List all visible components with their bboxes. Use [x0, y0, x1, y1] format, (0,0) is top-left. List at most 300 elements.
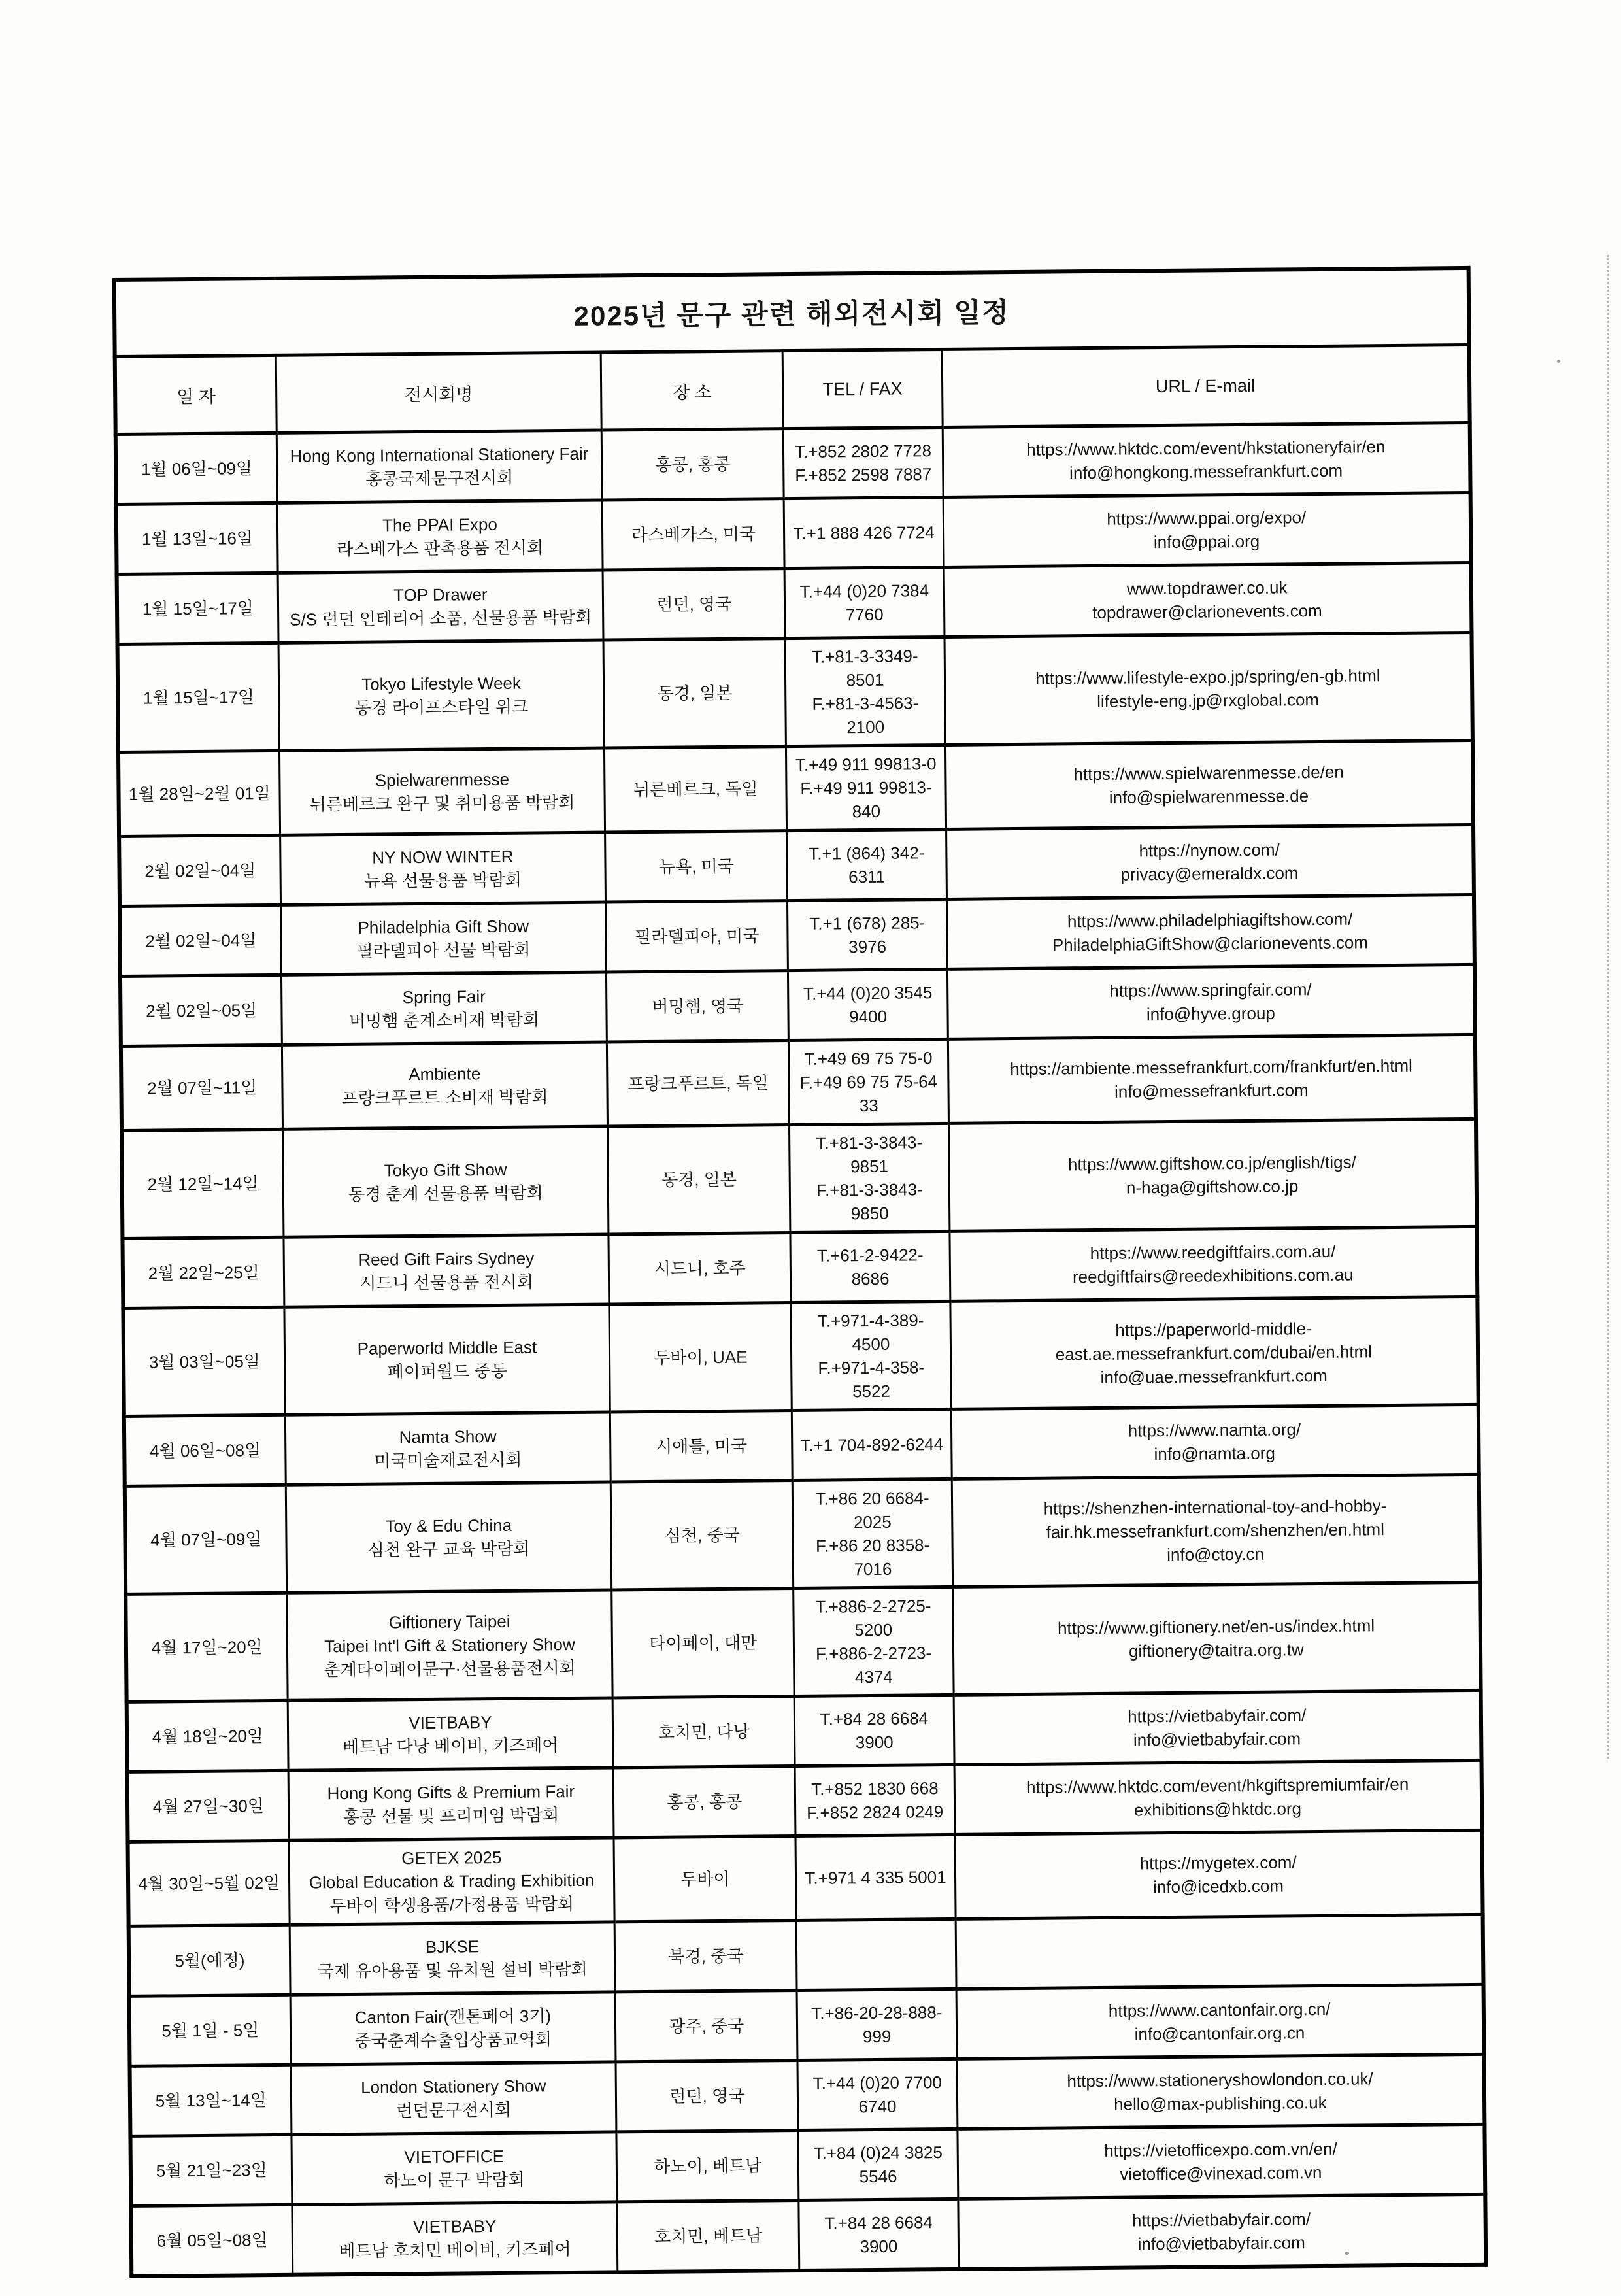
exhibition-name-cell [285, 1412, 611, 1485]
text-line: T.+886-2-2725-5200 [815, 1596, 931, 1640]
text-line: topdrawer@clarionevents.com [1092, 600, 1322, 622]
table-row [122, 1226, 1477, 1308]
text-line: www.topdrawer.co.uk [1126, 577, 1288, 599]
text-line: https://www.giftshow.co.jp/english/tigs/ [1067, 1152, 1356, 1175]
table-row [120, 894, 1475, 976]
text-line: T.+84 (0)24 3825 5546 [813, 2142, 943, 2187]
tel-fax-cell [798, 2129, 958, 2200]
text-line: T.+1 (864) 342-6311 [809, 843, 925, 887]
tel-fax-cell [797, 2059, 957, 2130]
text-line: info@icedxb.com [1152, 1876, 1284, 1897]
date-cell [125, 1485, 287, 1594]
text-line: Philadelphia Gift Show [358, 916, 529, 937]
url-email-cell [948, 1119, 1477, 1231]
date-cell [118, 643, 280, 752]
text-line: 베트남 다낭 베이비, 키즈페어 [342, 1735, 559, 1757]
url-email-cell [957, 2054, 1485, 2129]
text-line: info@hongkong.messefrankfurt.com [1069, 460, 1343, 483]
exhibition-name-cell [276, 430, 603, 503]
table-row [130, 2124, 1485, 2206]
location-cell [611, 1481, 794, 1590]
url-email-cell [948, 1034, 1476, 1123]
text-line: 버밍햄 춘계소비재 박람회 [349, 1009, 540, 1031]
text-line: info@cantonfair.org.cn [1134, 2023, 1305, 2044]
text-line: F.+971-4-358-5522 [818, 1357, 925, 1402]
text-line: T.+1 704-892-6244 [800, 1434, 944, 1455]
table-row [119, 824, 1474, 906]
date-cell [130, 2065, 292, 2136]
location-cell [610, 1411, 793, 1482]
text-line: 베트남 호치민 베이비, 키즈페어 [339, 2239, 571, 2261]
text-line: F.+852 2598 7887 [795, 464, 932, 485]
text-line: T.+44 (0)20 3545 9400 [803, 983, 933, 1027]
text-line: 동경, 일본 [657, 683, 733, 703]
exhibition-name-cell [292, 2132, 618, 2204]
date-cell [116, 433, 277, 504]
text-line: 1월 13일~16일 [141, 528, 254, 549]
text-line: The PPAI Expo [382, 514, 497, 535]
col-header-location: 장 소 [601, 351, 783, 430]
url-email-cell [954, 1760, 1482, 1834]
col-header-date: 일 자 [115, 355, 276, 434]
exhibition-name-cell [288, 1698, 614, 1770]
text-line: info@vietbabyfair.com [1133, 1729, 1301, 1750]
text-line: https://vietbabyfair.com/ [1131, 2209, 1311, 2231]
text-line: 심천, 중국 [664, 1525, 740, 1545]
text-line: 하노이, 베트남 [654, 2155, 762, 2176]
text-line: PhiladelphiaGiftShow@clarionevents.com [1052, 932, 1369, 955]
date-cell [124, 1415, 286, 1486]
text-line: F.+886-2-2723-4374 [815, 1643, 932, 1687]
col-header-url-email: URL / E-mail [942, 345, 1470, 427]
url-email-cell [945, 740, 1473, 829]
text-line: 5월(예정) [175, 1950, 245, 1971]
text-line: https://www.giftionery.net/en-us/index.html [1057, 1615, 1375, 1638]
url-email-cell [955, 1830, 1483, 1919]
text-line: info@spielwarenmesse.de [1109, 786, 1309, 807]
text-line: S/S 런던 인테리어 소품, 선물용품 박람회 [290, 607, 592, 630]
location-cell [609, 1303, 792, 1412]
text-line: info@uae.messefrankfurt.com [1100, 1365, 1328, 1387]
table-row [128, 1830, 1483, 1926]
url-email-cell [950, 1296, 1478, 1409]
text-line: T.+852 1830 668 [811, 1778, 939, 1799]
text-line: https://www.springfair.com/ [1109, 979, 1312, 1001]
tel-fax-cell [784, 427, 943, 498]
text-line: 동경 춘계 선물용품 박람회 [348, 1183, 543, 1204]
date-cell [122, 1237, 284, 1308]
text-line: 1월 06일~09일 [141, 458, 253, 479]
text-line: VIETBABY [409, 1712, 492, 1733]
table-row [125, 1582, 1480, 1702]
tel-fax-cell [790, 1231, 950, 1302]
text-line: 동경, 일본 [661, 1169, 737, 1190]
text-line: T.+49 69 75 75-0 [804, 1048, 933, 1069]
text-line: 4월 27일~30일 [152, 1796, 265, 1817]
text-line: F.+81-3-4563-2100 [812, 693, 919, 737]
text-line: T.+44 (0)20 7384 7760 [799, 581, 929, 625]
text-line: hello@max-publishing.co.uk [1113, 2092, 1327, 2114]
text-line: 4월 17일~20일 [151, 1637, 263, 1658]
url-email-cell [950, 1226, 1478, 1301]
text-line: T.+86 20 6684-2025 [815, 1488, 929, 1532]
text-line: 홍콩국제문구전시회 [365, 467, 514, 489]
text-line: Hong Kong Gifts & Premium Fair [327, 1781, 575, 1804]
url-email-cell [952, 1582, 1480, 1695]
text-line: https://ambiente.messefrankfurt.com/frankfurt/en.html [1010, 1055, 1412, 1079]
url-email-cell [951, 1404, 1479, 1479]
text-line: Giftionery Taipei [388, 1611, 510, 1632]
url-email-cell [958, 2124, 1486, 2199]
text-line: Tokyo Lifestyle Week [361, 673, 522, 694]
text-line: https://www.ppai.org/expo/ [1107, 507, 1307, 529]
text-line: info@ppai.org [1153, 531, 1260, 552]
text-line: T.+81-3-3843-9851 [816, 1132, 923, 1177]
table-row [120, 964, 1475, 1046]
text-line: https://www.stationeryshowlondon.co.uk/ [1067, 2068, 1373, 2091]
text-line: 필라델피아, 미국 [635, 926, 760, 947]
date-cell [127, 1700, 288, 1772]
exhibition-name-cell [291, 2062, 617, 2135]
text-line: info@vietbabyfair.com [1137, 2233, 1305, 2254]
exhibition-name-cell [289, 1838, 615, 1925]
text-line: fair.hk.messefrankfurt.com/shenzhen/en.html [1046, 1519, 1385, 1542]
url-email-cell [946, 894, 1475, 969]
text-line: https://shenzhen-international-toy-and-hobby- [1043, 1496, 1387, 1519]
text-line: 6월 05일~08일 [156, 2230, 268, 2251]
date-cell [119, 835, 280, 906]
text-line: 국제 유아용품 및 유치원 설비 박람회 [317, 1959, 588, 1982]
location-cell [612, 1697, 795, 1768]
text-line: 2월 02일~04일 [144, 860, 256, 881]
text-line: info@hyve.group [1146, 1003, 1275, 1024]
text-line: T.+1 (678) 285-3976 [809, 913, 926, 957]
text-line: 4월 07일~09일 [150, 1529, 262, 1550]
text-line: 런던문구전시회 [396, 2099, 512, 2121]
text-line: 2월 02일~05일 [146, 1000, 258, 1021]
tel-fax-cell [794, 1587, 954, 1696]
text-line: Tokyo Gift Show [384, 1159, 507, 1181]
text-line: Spielwarenmesse [375, 769, 510, 790]
url-email-cell [943, 492, 1471, 567]
text-line: 런던, 영국 [669, 2085, 745, 2106]
table-row [129, 1984, 1484, 2066]
url-email-cell [944, 632, 1473, 745]
tel-fax-cell [796, 1919, 956, 1990]
scan-speck [1345, 2252, 1349, 2255]
text-line: 2월 22일~25일 [148, 1262, 259, 1283]
text-line: F.+86 20 8358-7016 [815, 1535, 930, 1579]
location-cell [608, 1125, 790, 1234]
date-cell [128, 1840, 290, 1926]
date-cell [127, 1770, 289, 1842]
text-line: 4월 30일~5월 02일 [138, 1872, 280, 1894]
tel-fax-cell [795, 1834, 955, 1920]
text-line: 홍콩, 홍콩 [655, 454, 731, 475]
tel-fax-cell [797, 1989, 956, 2060]
text-line: 2월 07일~11일 [147, 1077, 258, 1098]
exhibition-schedule-table [112, 266, 1488, 2278]
text-line: https://paperworld-middle-east.ae.messefrankfurt.com/dubai/en.html [1055, 1319, 1373, 1364]
table-body [116, 422, 1486, 2276]
exhibition-name-cell [281, 972, 607, 1045]
col-header-tel-fax: TEL / FAX [783, 349, 943, 428]
tel-fax-cell [786, 745, 946, 830]
text-line: 시드니 선물용품 전시회 [359, 1272, 533, 1293]
text-line: T.+44 (0)20 7700 6740 [812, 2072, 943, 2117]
text-line: 뉘른베르크, 독일 [633, 779, 758, 800]
exhibition-name-cell [292, 2202, 618, 2275]
text-line: 2월 02일~04일 [145, 930, 257, 951]
text-line: https://www.hktdc.com/event/hkstationeryfair/en [1026, 437, 1386, 460]
url-email-cell [956, 1984, 1484, 2059]
table-row [116, 422, 1471, 504]
location-cell [602, 499, 784, 570]
tel-fax-cell [790, 1123, 950, 1232]
text-line: 호치민, 다낭 [658, 1721, 750, 1742]
text-line: Spring Fair [402, 987, 486, 1007]
text-line: 라스베가스 판촉용품 전시회 [337, 537, 544, 560]
text-line: Taipei Int'l Gift & Stationery Show [324, 1634, 575, 1657]
text-line: T.+852 2802 7728 [794, 441, 932, 462]
date-cell [121, 1045, 282, 1130]
text-line: 춘계타이페이문구·선물용품전시회 [324, 1657, 577, 1680]
text-line: https://vietbabyfair.com/ [1128, 1705, 1307, 1727]
text-line: Canton Fair(캔톤페어 3기) [354, 2006, 552, 2027]
text-line: https://mygetex.com/ [1139, 1852, 1297, 1874]
table-row [121, 1034, 1476, 1130]
text-line: 5월 1일 - 5일 [161, 2020, 259, 2041]
location-cell [615, 1991, 797, 2062]
text-line: Ambiente [409, 1064, 481, 1085]
scan-artifact-dotted-line [1607, 255, 1609, 1759]
text-line: 1월 28일~2월 01일 [128, 783, 271, 804]
date-cell [130, 2135, 292, 2206]
tel-fax-cell [788, 969, 948, 1040]
location-cell [607, 1041, 790, 1126]
text-line: F.+49 69 75 75-64 33 [799, 1072, 938, 1116]
text-line: T.+49 911 99813-0 [795, 754, 937, 775]
text-line: privacy@emeraldx.com [1120, 863, 1299, 885]
text-line: T.+1 888 426 7724 [793, 522, 935, 543]
date-cell [131, 2204, 292, 2276]
text-line: 하노이 문구 박람회 [384, 2169, 525, 2191]
table-row [129, 1914, 1484, 1996]
text-line: 심천 완구 교육 박람회 [367, 1538, 530, 1560]
location-cell [616, 2061, 798, 2132]
text-line: BJKSE [425, 1936, 480, 1957]
location-cell [616, 2131, 799, 2202]
url-email-cell [958, 2194, 1486, 2269]
date-cell [123, 1307, 285, 1416]
date-cell [125, 1593, 288, 1702]
exhibition-name-cell [290, 1922, 616, 1995]
location-cell [606, 901, 788, 972]
scan-tilt-wrapper [112, 266, 1488, 2278]
url-email-cell [943, 422, 1471, 497]
column-header-row [115, 345, 1470, 434]
text-line: 라스베가스, 미국 [631, 524, 756, 545]
title-row [114, 268, 1469, 357]
text-line: NY NOW WINTER [372, 846, 514, 868]
text-line: exhibitions@hktdc.org [1133, 1798, 1302, 1820]
tel-fax-cell [799, 2199, 958, 2271]
text-line: https://www.reedgiftfairs.com.au/ [1090, 1241, 1336, 1264]
location-cell [612, 1589, 794, 1698]
col-header-exhibition-name: 전시회명 [276, 352, 602, 433]
table-row [131, 2194, 1486, 2276]
url-email-cell [946, 824, 1474, 899]
text-line: n-haga@giftshow.co.jp [1126, 1176, 1299, 1198]
text-line: 미국미술재료전시회 [374, 1449, 522, 1471]
location-cell [605, 747, 787, 832]
text-line: VIETOFFICE [404, 2146, 505, 2167]
text-line: 1월 15일~17일 [142, 598, 254, 619]
text-line: Hong Kong International Stationery Fair [290, 443, 589, 466]
exhibition-name-cell [286, 1482, 612, 1593]
text-line: 홍콩 선물 및 프리미엄 박람회 [343, 1805, 560, 1827]
tel-fax-cell [793, 1479, 953, 1588]
text-line: Reed Gift Fairs Sydney [358, 1248, 535, 1270]
text-line: https://www.spielwarenmesse.de/en [1073, 762, 1344, 785]
text-line: https://www.hktdc.com/event/hkgiftspremiumfair/en [1026, 1774, 1409, 1797]
table-row [127, 1760, 1482, 1842]
url-email-cell [947, 964, 1475, 1039]
exhibition-name-cell [282, 1042, 608, 1129]
table-row [117, 562, 1472, 644]
table-row [127, 1690, 1482, 1772]
text-line: 4월 06일~08일 [149, 1440, 261, 1461]
text-line: 페이퍼월드 중동 [387, 1360, 507, 1382]
text-line: 4월 18일~20일 [152, 1726, 264, 1747]
text-line: reedgiftfairs@reedexhibitions.com.au [1072, 1264, 1354, 1287]
exhibition-name-cell [284, 1304, 610, 1415]
text-line: 동경 라이프스타일 위크 [354, 696, 529, 718]
tel-fax-cell [791, 1301, 951, 1410]
text-line: T.+81-3-3349-8501 [811, 646, 918, 690]
text-line: 두바이 학생용품/가정용품 박람회 [329, 1893, 575, 1916]
text-line: T.+84 28 6684 3900 [820, 1708, 929, 1753]
text-line: 필라델피아 선물 박람회 [356, 939, 531, 961]
text-line: London Stationery Show [361, 2076, 546, 2097]
location-cell [617, 2201, 799, 2272]
exhibition-name-cell [280, 902, 607, 975]
text-line: T.+84 28 6684 3900 [824, 2212, 933, 2257]
exhibition-name-cell [278, 570, 604, 643]
tel-fax-cell [795, 1764, 954, 1836]
location-cell [607, 971, 789, 1042]
url-email-cell [956, 1914, 1484, 1989]
url-email-cell [944, 562, 1472, 637]
tel-fax-cell [794, 1695, 954, 1766]
text-line: info@ctoy.cn [1167, 1544, 1265, 1565]
date-cell [118, 751, 280, 836]
tel-fax-cell [792, 1409, 952, 1480]
table-row [118, 632, 1473, 752]
text-line: F.+49 911 99813-840 [800, 777, 932, 822]
text-line: https://nynow.com/ [1139, 839, 1280, 861]
text-line: Global Education & Trading Exhibition [309, 1870, 595, 1893]
exhibition-name-cell [279, 748, 605, 835]
tel-fax-cell [787, 829, 946, 900]
location-cell [605, 831, 788, 902]
text-line: https://www.namta.org/ [1128, 1419, 1301, 1441]
tel-fax-cell [789, 1039, 948, 1124]
date-cell [116, 503, 278, 574]
text-line: Toy & Edu China [385, 1515, 512, 1536]
text-line: 중국춘계수출입상품교역회 [354, 2029, 552, 2051]
location-cell [609, 1233, 791, 1304]
text-line: F.+852 2824 0249 [807, 1802, 944, 1823]
text-line: Paperworld Middle East [357, 1337, 537, 1359]
location-cell [602, 429, 784, 500]
text-line: vietoffice@vinexad.com.vn [1120, 2163, 1322, 2184]
text-line: info@namta.org [1154, 1443, 1276, 1464]
tel-fax-cell [788, 899, 947, 970]
exhibition-name-cell [282, 1126, 609, 1237]
text-line: TOP Drawer [393, 584, 488, 605]
table-row [122, 1119, 1477, 1238]
scan-speck [1557, 360, 1560, 363]
date-cell [117, 573, 278, 644]
table-row [125, 1474, 1480, 1594]
text-line: T.+61-2-9422-8686 [816, 1245, 924, 1289]
exhibition-name-cell [278, 640, 605, 751]
text-line: 런던, 영국 [656, 594, 732, 615]
text-line: GETEX 2025 [401, 1847, 502, 1868]
exhibition-name-cell [288, 1768, 614, 1840]
text-line: info@messefrankfurt.com [1114, 1080, 1309, 1102]
text-line: 시애틀, 미국 [655, 1436, 748, 1457]
table-row [116, 492, 1471, 574]
text-line: 3월 03일~05일 [148, 1351, 261, 1372]
date-cell [129, 1995, 291, 2066]
text-line: 5월 13일~14일 [155, 2090, 267, 2111]
text-line: https://www.cantonfair.org.cn/ [1108, 1999, 1331, 2021]
exhibition-name-cell [290, 1992, 616, 2065]
text-line: https://vietofficexpo.com.vn/en/ [1104, 2138, 1337, 2161]
url-email-cell [954, 1690, 1482, 1764]
exhibition-name-cell [284, 1234, 610, 1307]
tel-fax-cell [784, 567, 944, 638]
text-line: T.+86-20-28-888-999 [811, 2002, 943, 2047]
table-row [130, 2054, 1485, 2136]
date-cell [122, 1129, 284, 1238]
text-line: 2월 12일~14일 [147, 1173, 259, 1194]
text-line: F.+81-3-3843-9850 [816, 1179, 923, 1224]
text-line: lifestyle-eng.jp@rxglobal.com [1097, 689, 1320, 711]
location-cell [614, 1836, 796, 1922]
text-line: 1월 15일~17일 [142, 687, 255, 708]
text-line: 광주, 중국 [669, 2016, 744, 2036]
text-line: 뉘른베르크 완구 및 취미용품 박람회 [309, 792, 575, 815]
text-line: 뉴욕, 미국 [658, 856, 734, 877]
tel-fax-cell [784, 497, 944, 568]
url-email-cell [952, 1474, 1480, 1587]
text-line: 뉴욕 선물용품 박람회 [364, 869, 522, 891]
location-cell [614, 1921, 797, 1992]
location-cell [603, 569, 785, 640]
text-line: 프랑크푸르트, 독일 [627, 1073, 769, 1094]
exhibition-name-cell [277, 500, 603, 573]
text-line: VIETBABY [412, 2216, 497, 2237]
text-line: https://www.philadelphiagiftshow.com/ [1067, 909, 1353, 932]
table-row [123, 1296, 1478, 1416]
date-cell [129, 1925, 290, 1996]
text-line: T.+971-4-389-4500 [817, 1310, 924, 1355]
text-line: Namta Show [399, 1426, 497, 1447]
table-head [114, 268, 1470, 435]
